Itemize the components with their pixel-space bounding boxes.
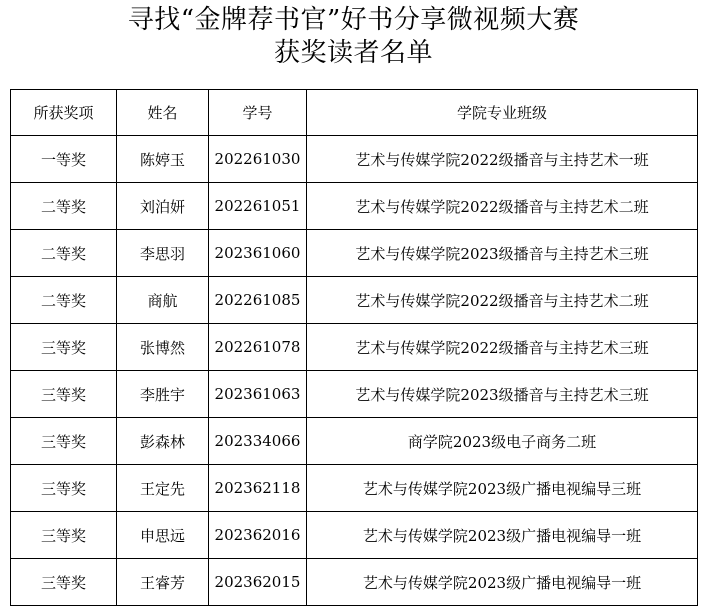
cell-student-id: 202261085: [209, 277, 307, 324]
cell-name: 王睿芳: [117, 559, 209, 606]
table-row: [11, 324, 698, 371]
cell-student-id: 202261078: [209, 324, 307, 371]
cell-award: 二等奖: [11, 183, 117, 230]
table-row: [11, 512, 698, 559]
cell-class: 艺术与传媒学院2022级播音与主持艺术二班: [307, 277, 698, 324]
table-row: [11, 136, 698, 183]
cell-student-id: 202361063: [209, 371, 307, 418]
cell-student-id: 202261030: [209, 136, 307, 183]
cell-award: 三等奖: [11, 324, 117, 371]
cell-student-id: 202361060: [209, 230, 307, 277]
cell-award: 三等奖: [11, 465, 117, 512]
cell-name: 陈婷玉: [117, 136, 209, 183]
table-row: [11, 559, 698, 606]
header-award: 所获奖项: [11, 90, 117, 136]
cell-student-id: 202362016: [209, 512, 307, 559]
cell-name: 刘泊妍: [117, 183, 209, 230]
cell-class: 艺术与传媒学院2022级播音与主持艺术二班: [307, 183, 698, 230]
cell-student-id: 202362015: [209, 559, 307, 606]
cell-class: 艺术与传媒学院2023级广播电视编导一班: [307, 512, 698, 559]
table-row: [11, 465, 698, 512]
cell-award: 一等奖: [11, 136, 117, 183]
title-line-1: 寻找“金牌荐书官”好书分享微视频大赛: [127, 5, 580, 35]
cell-award: 三等奖: [11, 559, 117, 606]
title-line-2: 获奖读者名单: [273, 38, 433, 68]
document-title: [0, 4, 707, 70]
cell-class: 商学院2023级电子商务二班: [307, 418, 698, 465]
cell-student-id: 202261051: [209, 183, 307, 230]
header-student-id: 学号: [209, 90, 307, 136]
table-row: [11, 230, 698, 277]
cell-award: 二等奖: [11, 277, 117, 324]
cell-student-id: 202334066: [209, 418, 307, 465]
cell-name: 彭森林: [117, 418, 209, 465]
cell-award: 三等奖: [11, 418, 117, 465]
winners-table: [10, 89, 698, 606]
cell-name: 申思远: [117, 512, 209, 559]
cell-name: 张博然: [117, 324, 209, 371]
cell-class: 艺术与传媒学院2022级播音与主持艺术一班: [307, 136, 698, 183]
table-row: [11, 371, 698, 418]
cell-class: 艺术与传媒学院2022级播音与主持艺术三班: [307, 324, 698, 371]
cell-name: 李胜宇: [117, 371, 209, 418]
cell-name: 商航: [117, 277, 209, 324]
cell-class: 艺术与传媒学院2023级播音与主持艺术三班: [307, 230, 698, 277]
cell-student-id: 202362118: [209, 465, 307, 512]
header-class: 学院专业班级: [307, 90, 698, 136]
table-row: [11, 183, 698, 230]
header-name: 姓名: [117, 90, 209, 136]
cell-name: 王定先: [117, 465, 209, 512]
table-row: [11, 418, 698, 465]
table-row: [11, 277, 698, 324]
table-header-row: [11, 90, 698, 136]
cell-award: 三等奖: [11, 371, 117, 418]
cell-award: 三等奖: [11, 512, 117, 559]
cell-award: 二等奖: [11, 230, 117, 277]
cell-name: 李思羽: [117, 230, 209, 277]
cell-class: 艺术与传媒学院2023级广播电视编导一班: [307, 559, 698, 606]
cell-class: 艺术与传媒学院2023级广播电视编导三班: [307, 465, 698, 512]
cell-class: 艺术与传媒学院2023级播音与主持艺术三班: [307, 371, 698, 418]
